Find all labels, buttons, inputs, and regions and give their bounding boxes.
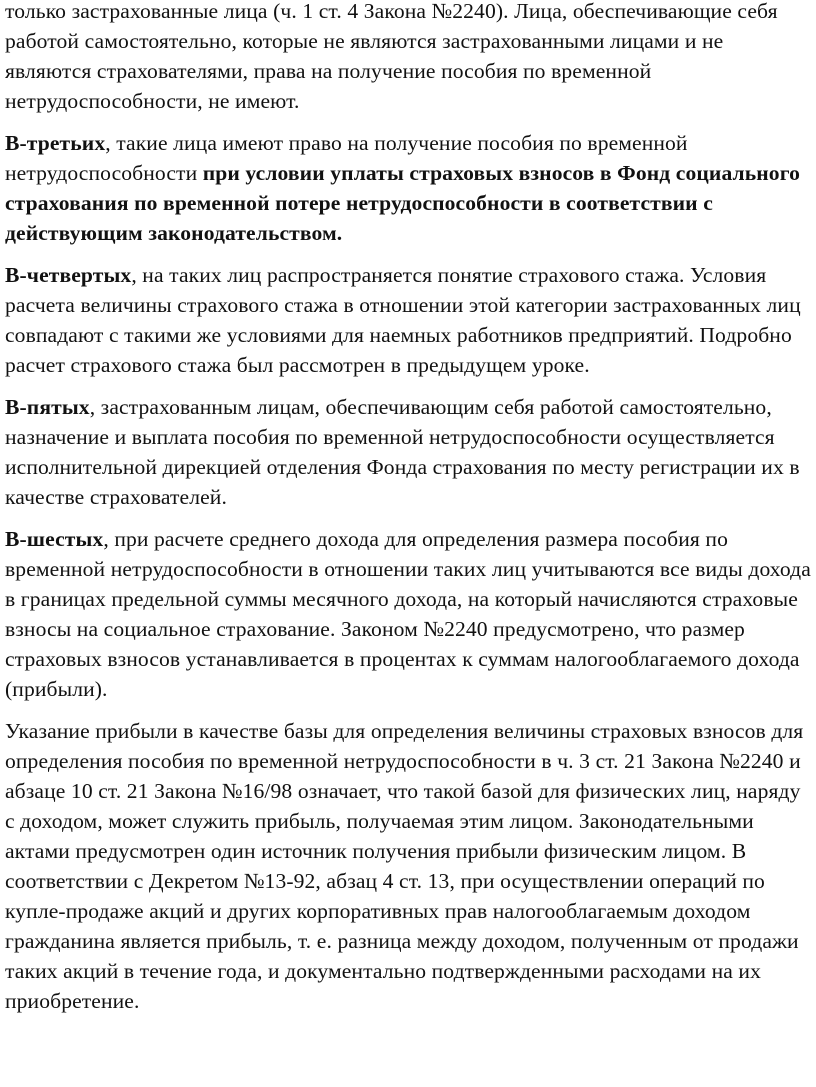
paragraph-text: , на таких лиц распространяется понятие страхового стажа. Условия расчета величины страхового стажа в отношении этой категории застрахованных лиц совпадают с такими же условиями для наемных работников предприятий. Подробно расчет страхового стажа был рассмотрен в предыдущем уроке. (5, 263, 801, 377)
paragraph-lead: В-четвертых (5, 263, 132, 287)
document-page (5, 0, 813, 1028)
paragraph-emphasis: при условии уплаты страховых взносов в Фонд социального страхования по временной потере нетрудоспособности в соответствии с действующим законодательством. (5, 161, 800, 245)
paragraph-text: , при расчете среднего дохода для определения размера пособия по временной нетрудоспособности в отношении таких лиц учитываются все виды дохода в границах предельной суммы месячного дохода, на который начисляются страховые взносы на социальное страхование. Законом №2240 предусмотрено, что размер страховых взносов устанавливается в процентах к суммам налогооблагаемого дохода (прибыли). (5, 527, 811, 701)
paragraph-fifth (5, 392, 813, 512)
paragraph-sixth (5, 524, 813, 704)
paragraph-fourth (5, 260, 813, 380)
paragraph-profit-base (5, 716, 813, 1016)
paragraph-text: , такие лица имеют право на получение пособия по временной нетрудоспособности (5, 131, 688, 185)
paragraph-third (5, 128, 813, 248)
paragraph-text: Указание прибыли в качестве базы для определения величины страховых взносов для определения пособия по временной нетрудоспособности в ч. 3 ст. 21 Закона №2240 и абзаце 10 ст. 21 Закона №16/98 означает, что такой базой для физических лиц, наряду с доходом, может служить прибыль, получаемая этим лицом. Законодательными актами предусмотрен один источник получения прибыли физическим лицом. В соответствии с Декретом №13-92, абзац 4 ст. 13, при осуществлении операций по купле-продаже акций и других корпоративных прав налогооблагаемым доходом гражданина является прибыль, т. е. разница между доходом, полученным от продажи таких акций в течение года, и документально подтвержденными расходами на их приобретение. (5, 719, 804, 1013)
paragraph-text: только застрахованные лица (ч. 1 ст. 4 Закона №2240). Лица, обеспечивающие себя работой самостоятельно, которые не являются застрахованными лицами и не являются страхователями, права на получение пособия по временной нетрудоспособности, не имеют. (5, 0, 778, 113)
paragraph-lead: В-третьих (5, 131, 106, 155)
paragraph-lead: В-пятых (5, 395, 90, 419)
paragraph-text: , застрахованным лицам, обеспечивающим себя работой самостоятельно, назначение и выплата пособия по временной нетрудоспособности осуществляется исполнительной дирекцией отделения Фонда страхования по месту регистрации их в качестве страхователей. (5, 395, 800, 509)
paragraph-lead: В-шестых (5, 527, 104, 551)
paragraph-insured-only (5, 0, 813, 116)
